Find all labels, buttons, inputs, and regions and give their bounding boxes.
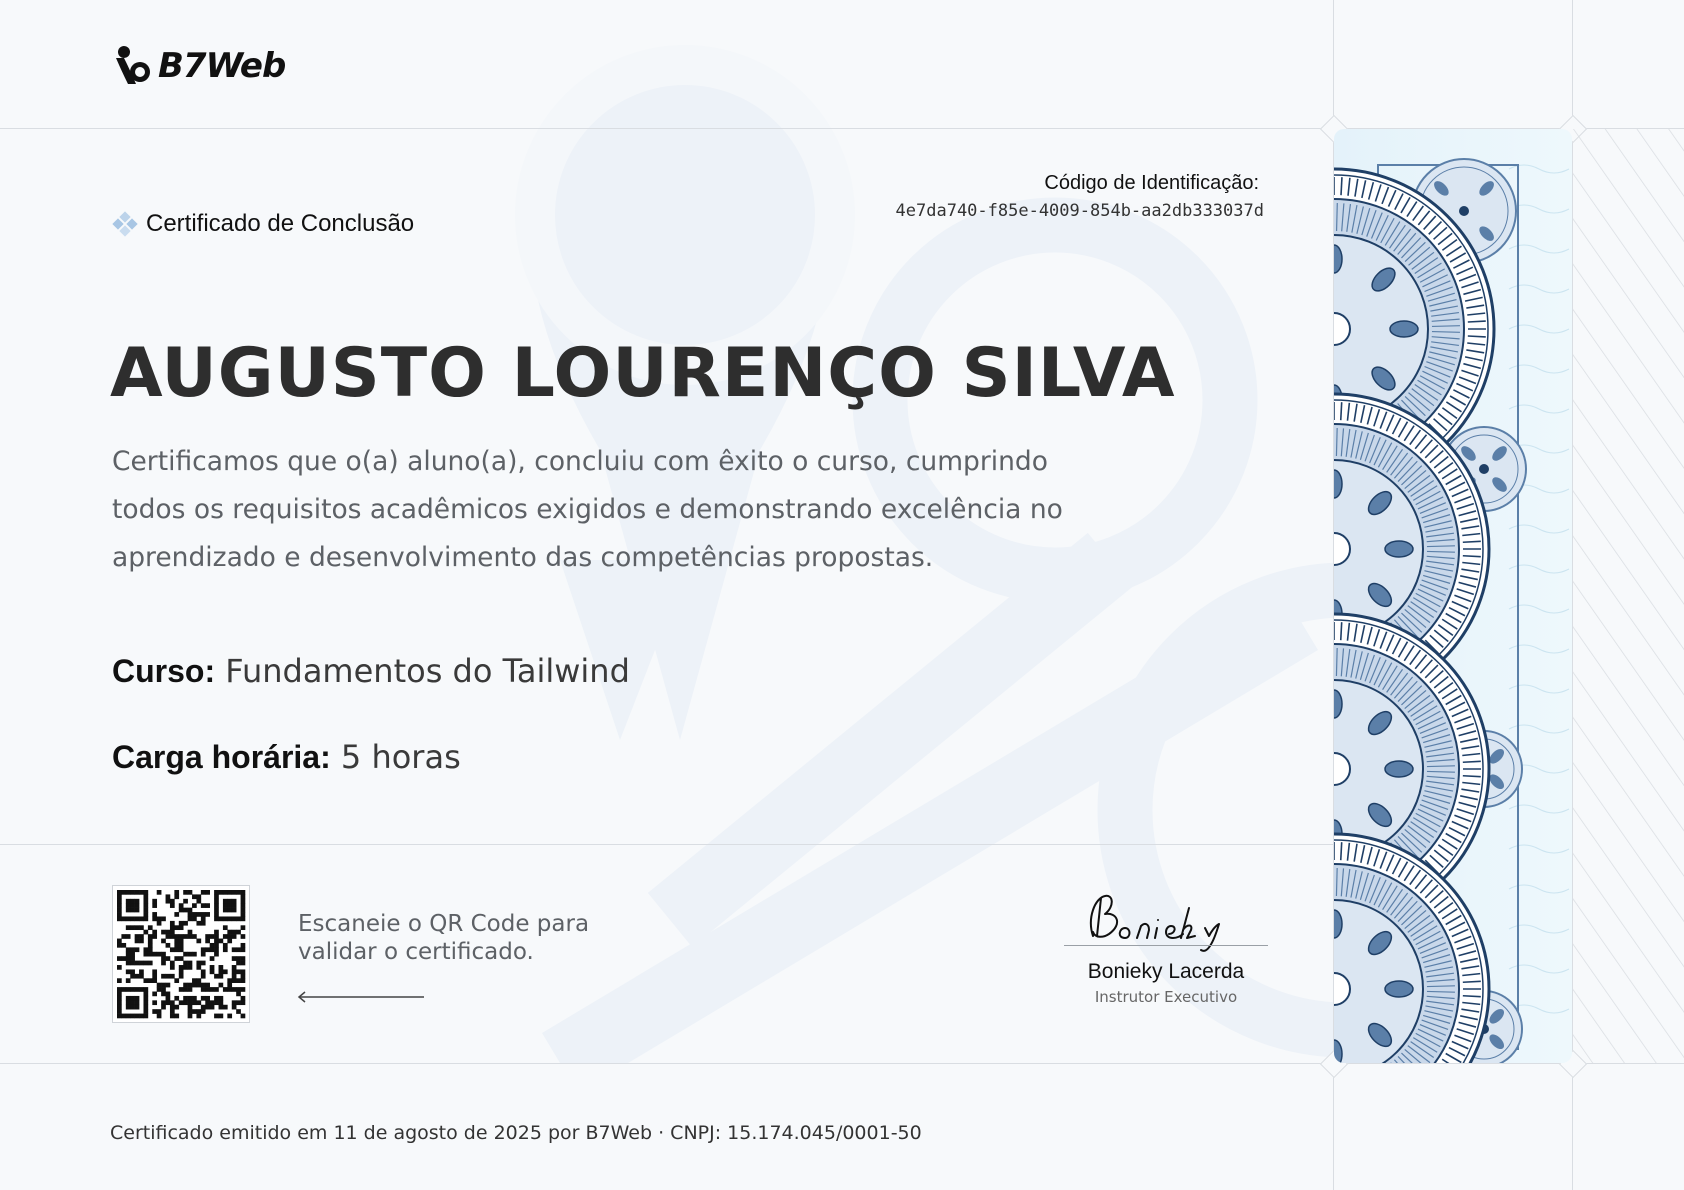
course-label: Curso: [112, 653, 216, 689]
identification-block [844, 172, 1264, 221]
middle-divider [0, 844, 1334, 845]
logo-icon [112, 44, 158, 88]
certificate-type-label: Certificado de Conclusão [146, 210, 415, 237]
arrow-left-icon [296, 990, 426, 1004]
course-value: Fundamentos do Tailwind [225, 652, 630, 690]
signature-image [1085, 888, 1245, 958]
certificate-statement: Certificamos que o(a) aluno(a), concluiu com êxito o curso, cumprindo todos os requisitos acadêmicos exigidos e demonstrando excelência no aprendizado e desenvolvimento das competências propostas. [112, 446, 1063, 573]
diamond-cluster-icon [112, 211, 138, 237]
qr-hint [298, 910, 608, 966]
logo-text: B7Web [158, 46, 286, 86]
qr-code[interactable] [112, 885, 250, 1023]
brand-logo [112, 42, 285, 90]
signer-name: Bonieky Lacerda [1087, 960, 1245, 983]
hatch-pattern [1573, 129, 1684, 1063]
footer-issuance: Certificado emitido em 11 de agosto de 2025 por B7Web · CNPJ: 15.174.045/0001-50 [110, 1122, 922, 1144]
student-name: AUGUSTO LOURENÇO SILVA [110, 334, 1176, 413]
bottom-divider [0, 1063, 1684, 1064]
signer-role: Instrutor Executivo [1094, 988, 1238, 1006]
qr-code-image [113, 886, 249, 1022]
course-field [112, 652, 630, 690]
certificate-type [112, 210, 414, 238]
identification-code[interactable]: 4e7da740-f85e-4009-854b-aa2db333037d [895, 201, 1264, 221]
identification-label: Código de Identificação: [1044, 172, 1259, 194]
hours-field [112, 738, 461, 776]
ornamental-panel [1334, 129, 1572, 1063]
qr-hint-text: Escaneie o QR Code para validar o certificado. [298, 911, 590, 965]
signature-line [1064, 945, 1268, 946]
hours-label: Carga horária: [112, 739, 331, 775]
hours-value: 5 horas [340, 738, 461, 776]
